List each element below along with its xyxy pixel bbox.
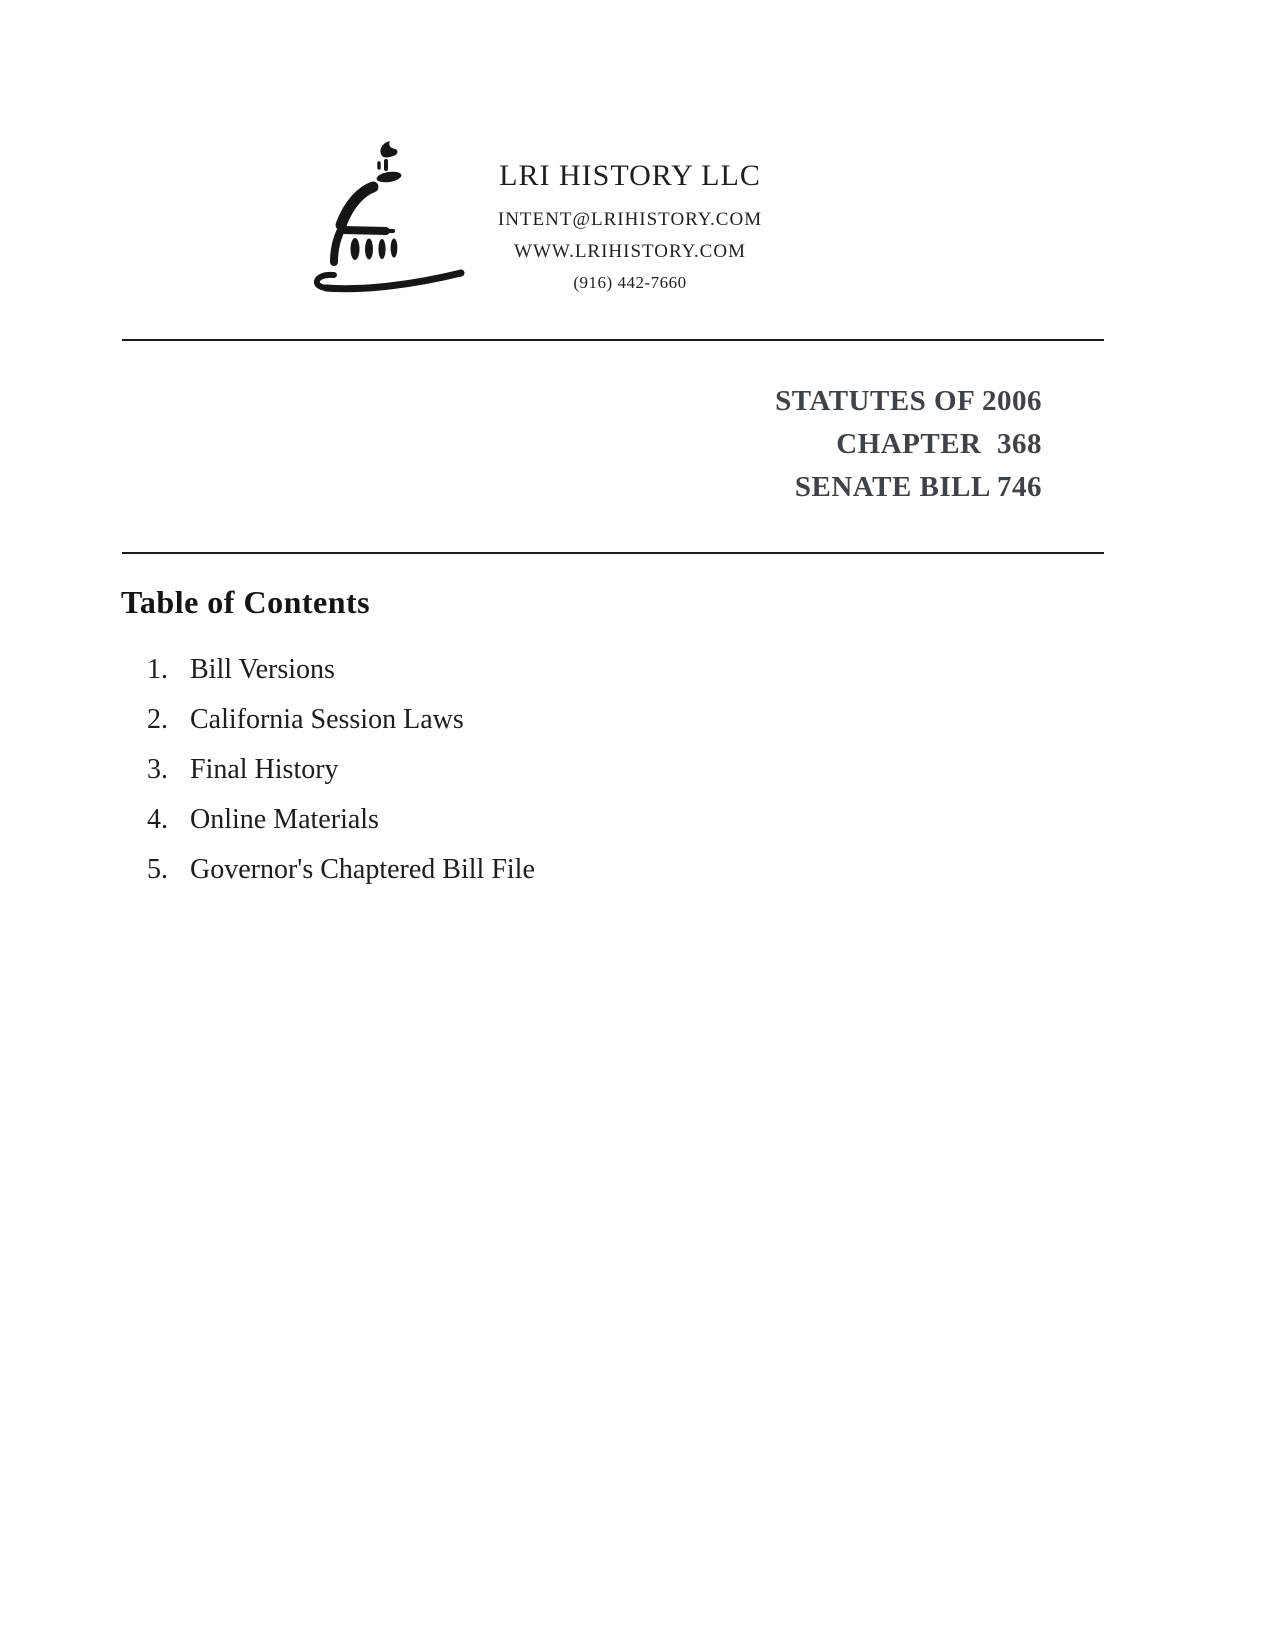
toc-item-label: Governor's Chaptered Bill File [190, 854, 535, 885]
company-email: INTENT@LRIHISTORY.COM [497, 209, 763, 230]
toc-item-number: 4. [147, 804, 168, 835]
toc-item-bill-versions [147, 645, 535, 695]
toc-item-final-history [147, 745, 535, 795]
toc-item-chaptered-bill-file [147, 845, 535, 895]
toc-item-label: Final History [190, 754, 339, 785]
statutes-year-line: STATUTES OF 2006 [775, 385, 1042, 417]
toc-item-session-laws [147, 695, 535, 745]
toc-item-number: 1. [147, 654, 168, 685]
toc-item-number: 5. [147, 854, 168, 885]
statute-reference [775, 380, 1042, 509]
divider-bottom [122, 552, 1104, 554]
chapter-line: CHAPTER 368 [836, 428, 1042, 460]
toc-title: Table of Contents [121, 584, 371, 620]
toc-item-online-materials [147, 795, 535, 845]
company-name: LRI HISTORY LLC [499, 159, 761, 192]
divider-top [122, 339, 1104, 341]
toc-item-number: 2. [147, 704, 168, 735]
letterhead [378, 158, 882, 295]
company-phone: (916) 442-7660 [573, 273, 687, 292]
toc-item-label: Bill Versions [190, 654, 335, 685]
toc-item-label: Online Materials [190, 804, 379, 835]
bill-line: SENATE BILL 746 [794, 471, 1042, 503]
toc-item-label: California Session Laws [190, 704, 464, 735]
toc-item-number: 3. [147, 754, 168, 785]
company-website: WWW.LRIHISTORY.COM [514, 241, 746, 262]
toc-list [147, 645, 535, 895]
